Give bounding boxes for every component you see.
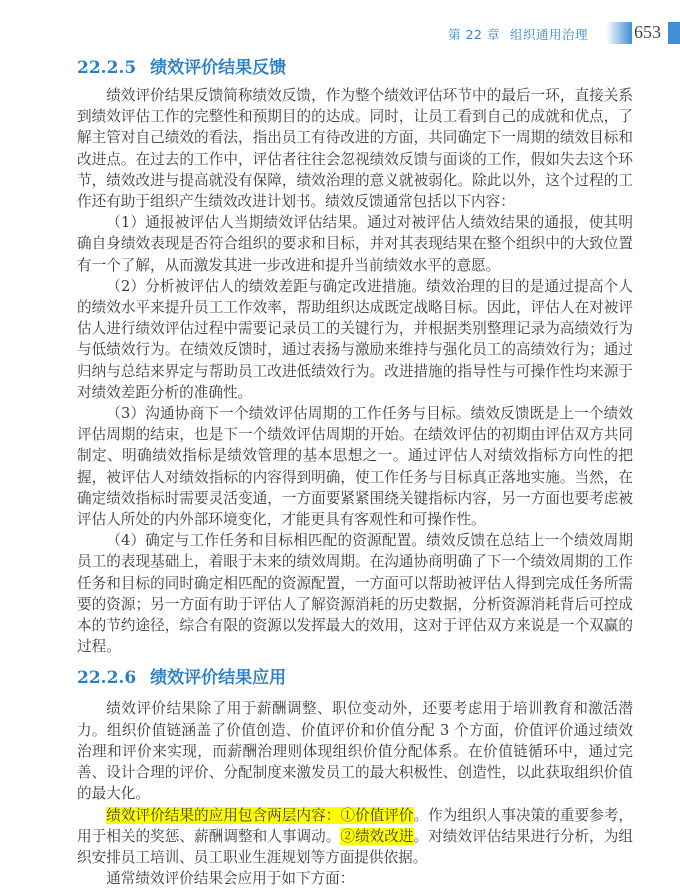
chapter-number: 第 22 章 (448, 27, 500, 42)
highlight: 绩效评价结果的应用包含两层内容：①价值评价 (106, 806, 414, 824)
running-header (0, 22, 680, 46)
section-title: 绩效评价结果反馈 (150, 58, 287, 78)
header-gradient-block (606, 22, 632, 44)
page-body (77, 55, 633, 889)
list-item-4: （4）确定与工作任务和目标相匹配的资源配置。绩效反馈在总结上一个绩效周期员工的表现基础上，着眼于未来的绩效周期。在沟通协商明确了下一个绩效周期的工作任务和目标的同时确定相匹配的资源配置，一方面可以帮助被评估人得到完成任务所需要的资源；另一方面有助于评估人了解资源消耗的历史数据，分析资源消耗背后可控成本的节约途径，综合有限的资源以发挥最大的效用，这对于评估双方来说是一个双赢的过程。 (77, 532, 633, 656)
header-edge-bar (668, 22, 680, 44)
list-item-2: （2）分析被评估人的绩效差距与确定改进措施。绩效治理的目的是通过提高个人的绩效水平来提升员工工作效率，帮助组织达成既定战略目标。因此，评估人在对被评估人进行绩效评估过程中需要记录员工的关键行为，并根据类别整理记录为高绩效行为与低绩效行为。在绩效反馈时，通过表扬与激励来维持与强化员工的高绩效行为；通过归纳与总结来界定与帮助员工改进低绩效行为。改进措施的指导性与可操作性均来源于对绩效差距分析的准确性。 (77, 277, 633, 401)
chapter-title: 组织通用治理 (509, 27, 588, 42)
paragraph: 通常绩效评价结果会应用于如下方面： (106, 870, 355, 888)
list-item-3: （3）沟通协商下一个绩效评估周期的工作任务与目标。绩效反馈既是上一个绩效评估周期的结束，也是下一个绩效评估周期的开始。在绩效评估的初期由评估双方共同制定、明确绩效指标是绩效管理的基本思想之一。通过评估人对绩效指标方向性的把握，被评估人对绩效指标的内容得到明确，使工作任务与目标真正落地实施。当然，在确定绩效指标时需要灵活变通，一方面要紧紧围绕关键指标内容，另一方面也要考虑被评估人所处的内外部环境变化，才能更具有客观性和可操作性。 (77, 405, 633, 529)
highlighted-paragraph (77, 805, 633, 869)
list-item-1: （1）通报被评估人当期绩效评估结果。通过对被评估人绩效结果的通报，使其明确自身绩效表现是否符合组织的要求和目标，并对其表现结果在整个组织中的大致位置有一个了解，从而激发其进一步改进和提升当前绩效水平的意愿。 (77, 214, 633, 274)
text: 。作为组织人事决策的重要参考，用于相关的奖惩、薪酬调整和人事调动。 (77, 806, 633, 845)
paragraph: 绩效评价结果反馈简称绩效反馈，作为整个绩效评估环节中的最后一环，直接关系到绩效评估工作的完整性和预期目的的达成。同时，让员工看到自己的成就和优点，了解主管对自己绩效的看法，指出员工有待改进的方面，共同确定下一周期的绩效目标和改进点。在过去的工作中，评估者往往会忽视绩效反馈与面谈的工作，假如失去这个环节，绩效改进与提高就没有保障，绩效治理的意义就被弱化。除此以外，这个过程的工作还有助于组织产生绩效改进计划书。绩效反馈通常包括以下内容： (77, 87, 633, 211)
chapter-label (448, 25, 588, 43)
page-number: 653 (634, 22, 661, 42)
section-heading-22-2-6 (77, 665, 633, 691)
section-number: 22.2.5 (77, 58, 137, 78)
paragraph: 绩效评价结果除了用于薪酬调整、职位变动外，还要考虑用于培训教育和激活潜力。组织价值链涵盖了价值创造、价值评价和价值分配 3 个方面，价值评价通过绩效治理和评价来实现，而薪酬治理则体现组织价值分配体系。在价值链循环中，通过完善、设计合理的评价、分配制度来激发员工的最大积极性、创造性，以此获取组织价值的最大化。 (77, 700, 633, 803)
section-heading-22-2-5 (77, 55, 633, 81)
section-title: 绩效评价结果应用 (150, 668, 287, 689)
text: 。对绩效评估结果进行分析，为组织安排员工培训、员工职业生涯规划等方面提供依据。 (77, 827, 633, 866)
section-number: 22.2.6 (77, 668, 137, 689)
highlight: ②绩效改进 (340, 827, 414, 845)
